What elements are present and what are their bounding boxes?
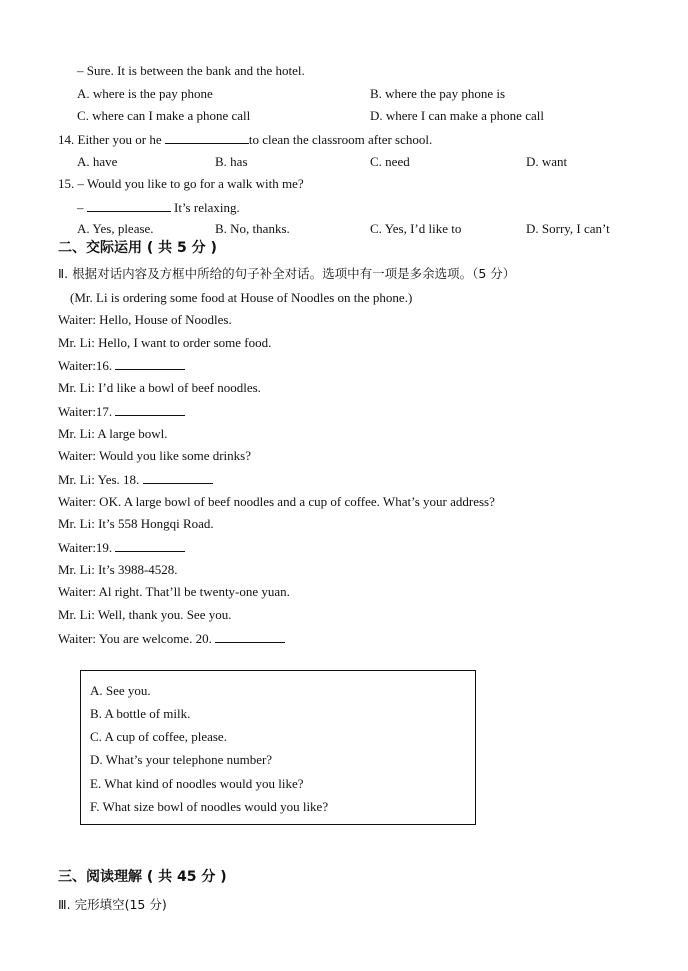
q14-option-c: C. need [370, 154, 410, 169]
section2-instruction: Ⅱ. 根据对话内容及方框中所给的句子补全对话。选项中有一项是多余选项。（5 分） [58, 266, 516, 281]
box-option-d: D. What’s your telephone number? [90, 752, 273, 767]
dialogue-line: Waiter: OK. A large bowl of beef noodles and a cup of coffee. What’s your address? [58, 494, 495, 509]
q15-option-d: D. Sorry, I can’t [526, 221, 610, 236]
dialogue-line: Waiter: Would you like some drinks? [58, 448, 251, 463]
q14-option-b: B. has [215, 154, 248, 169]
q15-reply-prefix: – [77, 200, 87, 215]
answer-blank [215, 630, 285, 643]
q14-stem-after: to clean the classroom after school. [248, 132, 433, 147]
q15-reply [77, 199, 240, 215]
dialogue-line-text: Waiter: You are welcome. 20. [58, 631, 216, 646]
answer-blank [165, 131, 249, 144]
dialogue-line: Mr. Li: It’s 3988-4528. [58, 562, 178, 577]
q15-stem: 15. – Would you like to go for a walk with me? [58, 176, 304, 191]
q14-stem-before: 14. Either you or he [58, 132, 165, 147]
q13-option-c: C. where can I make a phone call [77, 108, 251, 123]
dialogue-line: Waiter: Hello, House of Noodles. [58, 312, 232, 327]
dialogue-line-text: Waiter:17. [58, 404, 116, 419]
q13-option-d: D. where I can make a phone call [370, 108, 544, 123]
q13-answer-line: – Sure. It is between the bank and the hotel. [77, 63, 305, 78]
dialogue-line [58, 403, 185, 419]
q15-option-a: A. Yes, please. [77, 221, 154, 236]
dialogue-line-text: Waiter:16. [58, 358, 116, 373]
options-box [80, 670, 476, 825]
dialogue-line: Waiter: Al right. That’ll be twenty-one yuan. [58, 584, 290, 599]
dialogue-line: Mr. Li: Well, thank you. See you. [58, 607, 232, 622]
box-option-c: C. A cup of coffee, please. [90, 729, 227, 744]
box-option-a: A. See you. [90, 683, 151, 698]
answer-blank [143, 471, 213, 484]
dialogue-line: Mr. Li: I’d like a bowl of beef noodles. [58, 380, 261, 395]
dialogue-line-text: Waiter:19. [58, 540, 116, 555]
dialogue-line [58, 357, 185, 373]
section3-heading: 三、阅读理解 ( 共 45 分 ) [58, 869, 227, 885]
dialogue-line [58, 539, 185, 555]
answer-blank [115, 357, 185, 370]
answer-blank [115, 539, 185, 552]
q13-option-b: B. where the pay phone is [370, 86, 506, 101]
q14-option-a: A. have [77, 154, 118, 169]
box-option-b: B. A bottle of milk. [90, 706, 191, 721]
dialogue-line: Mr. Li: It’s 558 Hongqi Road. [58, 516, 214, 531]
q14-option-d: D. want [526, 154, 568, 169]
q15-option-b: B. No, thanks. [215, 221, 290, 236]
q15-reply-after: It’s relaxing. [170, 200, 240, 215]
dialogue-context: (Mr. Li is ordering some food at House of Noodles on the phone.) [70, 290, 413, 305]
box-option-e: E. What kind of noodles would you like? [90, 776, 304, 791]
dialogue-line: Mr. Li: Hello, I want to order some food. [58, 335, 272, 350]
q15-option-c: C. Yes, I’d like to [370, 221, 462, 236]
section2-heading: 二、交际运用 ( 共 5 分 ) [58, 240, 217, 256]
q14-stem [58, 131, 432, 147]
answer-blank [115, 403, 185, 416]
dialogue-line [58, 630, 285, 646]
dialogue-line-text: Mr. Li: Yes. 18. [58, 472, 143, 487]
answer-blank [87, 199, 171, 212]
dialogue-line: Mr. Li: A large bowl. [58, 426, 168, 441]
q13-option-a: A. where is the pay phone [77, 86, 213, 101]
section3-subheading: Ⅲ. 完形填空(15 分) [58, 897, 167, 912]
box-option-f: F. What size bowl of noodles would you like? [90, 799, 329, 814]
dialogue-line [58, 471, 213, 487]
